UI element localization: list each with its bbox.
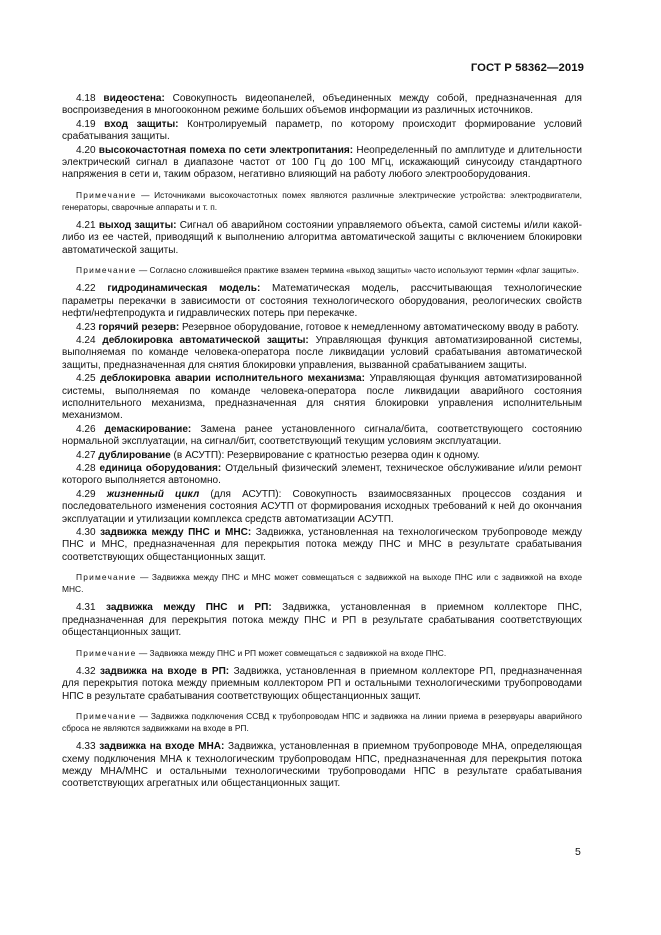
note-text: — Источниками высокочастотных помех являются различные электрические устройства: электродвигатели, генераторы, сварочные аппараты и т. п.	[62, 189, 583, 212]
term-entry	[62, 450, 582, 462]
term-number: 4.21	[76, 220, 96, 232]
term-title: выход защиты:	[98, 220, 177, 232]
term-title: единица оборудования:	[99, 463, 222, 475]
term-title: высокочастотная помеха по сети электропитания:	[98, 144, 354, 156]
term-number: 4.22	[76, 283, 96, 295]
term-title: вход защиты:	[104, 118, 179, 130]
term-number: 4.24	[76, 334, 96, 346]
term-definition: Задвижка, установленная на технологическом трубопроводе между ПНС и МНС, предназначенная для перекрытия потока между ПНС и МНС в результате срабатывания соответствующих общестанционных защит.	[62, 527, 582, 563]
term-definition: Контролируемый параметр, по которому происходит формирование условий срабатывания защиты.	[62, 118, 583, 143]
term-definition: Отдельный физический элемент, техническое обслуживание и/или ремонт которого выполняется автономно.	[62, 463, 582, 487]
term-entry	[62, 373, 582, 423]
note-label: Примечание	[76, 572, 137, 583]
term-entry	[62, 527, 582, 564]
term-number: 4.27	[76, 449, 96, 461]
term-entry	[62, 335, 582, 372]
term-title: задвижка на входе МНА:	[99, 741, 225, 753]
term-entry	[62, 489, 582, 526]
term-entry	[62, 463, 582, 488]
term-definition: Управляющая функция автоматизированной системы, выполняемая по команде человека-оператора после ликвидации условий срабатывания автоматической защиты, предназначенная для снятия блокировки управления, вызванной срабатыванием защиты.	[62, 334, 583, 371]
term-title: задвижка на входе в РП:	[99, 665, 230, 677]
term-definition: Управляющая функция автоматизированной системы, выполняемая по команде человека-оператора после ликвидации аварийного состояния исполнительного механизма, предназначенная для снятия блокировки управления исполнительным механизмом.	[62, 373, 582, 422]
term-entry	[62, 424, 582, 449]
note-label: Примечание	[76, 711, 137, 721]
term-entry	[62, 93, 582, 118]
term-definition: Задвижка, установленная в приемном коллекторе ПНС, предназначенная для перекрытия потока между ПНС и РП в результате срабатывания соответствующих общестанционных защит.	[62, 602, 582, 639]
note-label: Примечание	[76, 189, 137, 200]
document-header: ГОСТ Р 58362—2019	[470, 62, 584, 74]
term-definition: Задвижка, установленная в приемном трубопроводе МНА, определяющая схему подключения МНА к технологическим трубопроводам НПС, предназначенная для перекрытия потока между МНА/МНС и остальными технологическими трубопроводами НПС в результате срабатывания соответствующих агрегатных или общестанционных защит.	[62, 741, 582, 790]
term-title: деблокировка аварии исполнительного механизма:	[100, 373, 365, 385]
term-number: 4.25	[76, 373, 96, 385]
term-number: 4.19	[76, 118, 96, 130]
term-title: жизненный цикл	[106, 488, 200, 500]
term-number: 4.20	[76, 144, 96, 156]
term-number: 4.33	[76, 741, 96, 753]
note	[62, 264, 582, 276]
term-title: горячий резерв:	[98, 321, 180, 333]
term-title: видеостена:	[103, 93, 165, 104]
term-entry	[62, 145, 582, 182]
term-number: 4.31	[76, 602, 96, 614]
term-entry	[62, 741, 582, 791]
term-definition: Замена ранее установленного сигнала/бита, соответствующего состоянию нормальной эксплуатации, на сигнал/бит, соответствующий текущим условиям эксплуатации.	[62, 423, 582, 448]
term-entry	[62, 220, 582, 257]
term-definition: (для АСУТП): Совокупность взаимосвязанных процессов создания и последовательного изменения состояния АСУТП от формирования исходных требований к ней до окончания эксплуатации и утилизации комплекса средств автоматизации АСУТП.	[62, 488, 583, 525]
note-text: — Задвижка между ПНС и МНС может совмещаться с задвижкой на выходе ПНС или с задвижкой на входе МНС.	[62, 572, 582, 595]
note-text: — Задвижка подключения ССВД к трубопроводам НПС и задвижка на линии приема в резервуары аварийного сброса не являются задвижками на входе в РП.	[62, 711, 583, 734]
term-title: деблокировка автоматической защиты:	[102, 334, 309, 346]
term-title: дублирование	[98, 449, 171, 461]
note-label: Примечание	[76, 265, 137, 276]
page-number: 5	[575, 846, 581, 858]
term-entry	[62, 602, 582, 639]
term-entry	[62, 322, 582, 334]
term-title: гидродинамическая модель:	[107, 283, 261, 295]
term-title: задвижка между ПНС и РП:	[105, 602, 272, 614]
term-definition: Сигнал об аварийном состоянии управляемого объекта, самой системы и/или какой-либо из ее частей, приводящий к выполнению алгоритма автоматической защиты с включением блокировки автоматической защиты.	[62, 220, 583, 256]
term-title: демаскирование:	[104, 423, 192, 435]
term-definition: Совокупность видеопанелей, объединенных между собой, предназначенная для воспроизведения в многооконном режиме больших объемов информации из различных источников.	[62, 93, 582, 117]
term-number: 4.23	[76, 321, 96, 333]
term-entry	[62, 283, 582, 320]
term-definition: Резервное оборудование, готовое к немедленному автоматическому вводу в работу.	[182, 321, 579, 333]
note	[62, 647, 582, 659]
term-number: 4.32	[76, 665, 96, 677]
term-definition: Неопределенный по амплитуде и длительности электрический сигнал в диапазоне частот от 100 Гц до 100 МГц, искажающий синусоиду стандартного напряжения в сети и, таким образом, негативно влияющий на работу любого электрооборудования.	[62, 144, 582, 181]
term-definition: Математическая модель, рассчитывающая технологические параметры перекачки в зависимости от состояния технологического оборудования, реологических свойств нефти/нефтепродукта и гидравлических потерь при перекачке.	[62, 283, 582, 320]
term-number: 4.26	[76, 423, 96, 435]
term-number: 4.30	[76, 527, 96, 539]
term-number: 4.28	[76, 463, 96, 475]
note	[62, 189, 582, 213]
term-definition: (в АСУТП): Резервирование с кратностью резерва один к одному.	[173, 449, 480, 461]
term-number: 4.18	[76, 93, 96, 104]
term-definition: Задвижка, установленная в приемном коллекторе РП, предназначенная для перекрытия потока между приемным коллектором РП и остальными технологическими трубопроводами НПС в результате срабатывания соответствующих общестанционных защит.	[62, 665, 583, 702]
document-body	[62, 92, 582, 791]
term-title: задвижка между ПНС и МНС:	[100, 527, 252, 539]
note-text: — Согласно сложившейся практике взамен термина «выход защиты» часто используют термин «флаг защиты».	[138, 265, 579, 276]
note-label: Примечание	[76, 647, 137, 658]
term-number: 4.29	[76, 488, 96, 500]
term-entry	[62, 666, 582, 703]
term-entry	[62, 119, 582, 144]
note	[62, 710, 582, 734]
note-text: — Задвижка между ПНС и РП может совмещаться с задвижкой на входе ПНС.	[138, 647, 447, 658]
note	[62, 571, 582, 595]
